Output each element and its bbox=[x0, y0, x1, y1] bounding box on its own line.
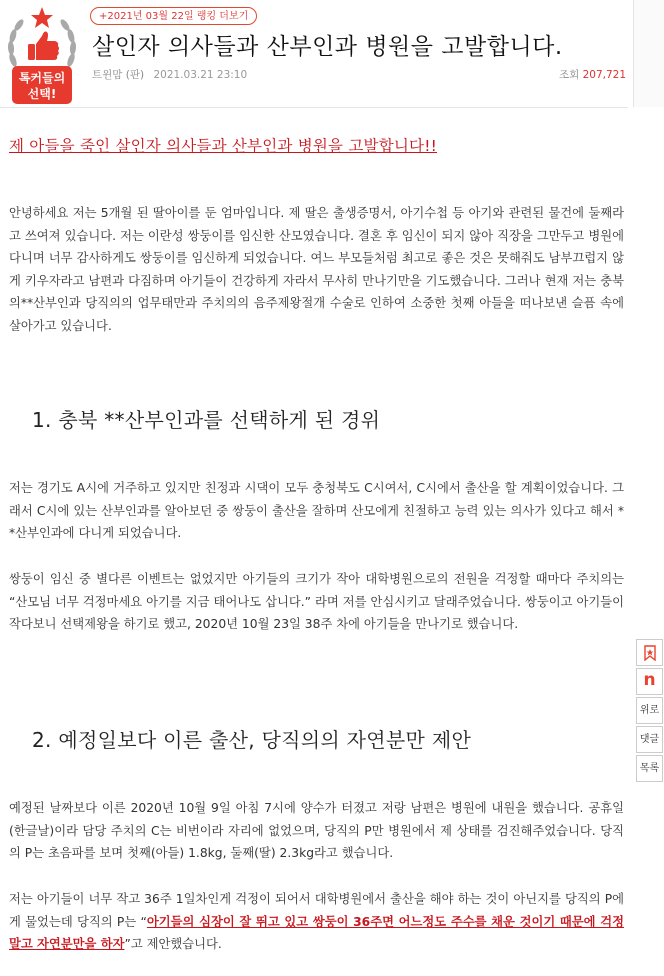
post-date: 2021.03.21 23:10 bbox=[153, 69, 248, 81]
star-icon bbox=[31, 7, 53, 28]
scroll-top-button[interactable]: 위로 bbox=[636, 697, 663, 724]
highlighted-quote: 아기들의 심장이 잘 뛰고 있고 쌍둥이 36주면 어느정도 주수를 채운 것이기 때문에 걱정 말고 자연분만을 하자 bbox=[9, 914, 624, 952]
paragraph-choice: 저는 경기도 A시에 거주하고 있지만 친정과 시댁이 모두 충청북도 C시여서, C시에서 출산을 할 계획이었습니다. 그래서 C시에 있는 산부인과를 알아보던 중 쌍둥이 출산을 잘하며 산모에게 친절하고 능력 있는 의사가 있다고 해서 **산부인과에 다니게 되었습니다. bbox=[9, 481, 624, 541]
paragraph-pregnancy: 쌍둥이 임신 중 별다른 이벤트는 없었지만 아기들의 크기가 작아 대학병원으로의 전원을 걱정할 때마다 주치의는 “산모님 너무 걱정마세요 아기를 지금 태어나도 삽니다.” 라며 저를 안심시키고 달래주었습니다. 쌍둥이고 아기들이 작다보니 선택제왕을 하기로 했고, 2020년 10월 23일 38주 차에 아기들을 만나기로 했습니다. bbox=[9, 572, 624, 632]
share-button[interactable] bbox=[636, 639, 663, 666]
post-meta bbox=[92, 67, 247, 82]
comments-button[interactable]: 댓글 bbox=[636, 726, 663, 753]
paragraph-early-labor: 예정된 날짜보다 이른 2020년 10월 9일 아침 7시에 양수가 터졌고 저랑 남편은 병원에 내원을 했습니다. 공휴일(한글날)이라 담당 주치의 C는 비번이라 자리에 없었으며, 당직의 P만 병원에서 제 상태를 검진해주었습니다. 당직의 P는 초음파를 보며 첫째(아들) 1.8kg, 둘째(딸) 2.3kg라고 했습니다. bbox=[9, 801, 624, 861]
ranking-more-link[interactable]: +2021년 03월 22일 랭킹 더보기 bbox=[90, 7, 257, 25]
text-after-quote: ”고 제안했습니다. bbox=[124, 937, 222, 952]
view-count-value: 207,721 bbox=[582, 69, 626, 81]
share-bookmark-icon bbox=[643, 645, 657, 661]
floating-side-menu bbox=[636, 639, 664, 779]
post-title: 살인자 의사들과 산부인과 병원을 고발합니다. bbox=[92, 34, 563, 60]
section-heading-1: 1. 충북 **산부인과를 선택하게 된 경위 bbox=[32, 408, 381, 432]
view-count-label: 조회 bbox=[558, 69, 580, 81]
naver-share-button[interactable]: n bbox=[636, 668, 663, 695]
badge-line1: 톡커들의 bbox=[18, 71, 66, 85]
talkers-choice-badge bbox=[6, 6, 78, 106]
author-name[interactable]: 트윈맘 (판) bbox=[92, 69, 145, 81]
text-before-quote: 저는 아기들이 너무 작고 36주 1일차인게 걱정이 되어서 대학병원에서 출산을 해야 하는 것이 아닌지를 당직의 P에게 물었는데 당직의 P는 “ bbox=[9, 892, 624, 929]
view-count bbox=[559, 67, 626, 82]
badge-line2: 선택! bbox=[27, 87, 57, 101]
content-heading: 제 아들을 죽인 살인자 의사들과 산부인과 병원을 고발합니다!! bbox=[9, 137, 438, 155]
header-divider bbox=[0, 107, 628, 108]
thumbs-up-icon bbox=[28, 32, 59, 61]
paragraph-doctor-suggestion bbox=[9, 888, 624, 956]
list-button[interactable]: 목록 bbox=[636, 755, 663, 782]
paragraph-intro: 안녕하세요 저는 5개월 된 딸아이를 둔 엄마입니다. 제 딸은 출생증명서, 아기수첩 등 아기와 관련된 물건에 둘째라고 쓰여져 있습니다. 저는 이란성 쌍둥이를 임신한 산모였습니다. 결혼 후 임신이 되지 않아 직장을 그만두고 병원에 다니며 너무 감사하게도 쌍둥이를 임신하게 되었습니다. 여느 부모들처럼 최고로 좋은 것은 못해줘도 남부끄럽지 않게 키우자라고 남편과 다짐하며 아기들이 건강하게 자라서 무사히 만나기만을 기도했습니다. 그러나 현재 저는 충북의**산부인과 당직의의 업무태만과 주치의의 음주제왕절개 수술로 인하여 소중한 첫째 아들을 떠나보낸 슬픔 속에 살아가고 있습니다. bbox=[9, 206, 624, 333]
right-edge-panel bbox=[633, 0, 664, 107]
section-heading-2: 2. 예정일보다 이른 출산, 당직의의 자연분만 제안 bbox=[32, 728, 472, 752]
